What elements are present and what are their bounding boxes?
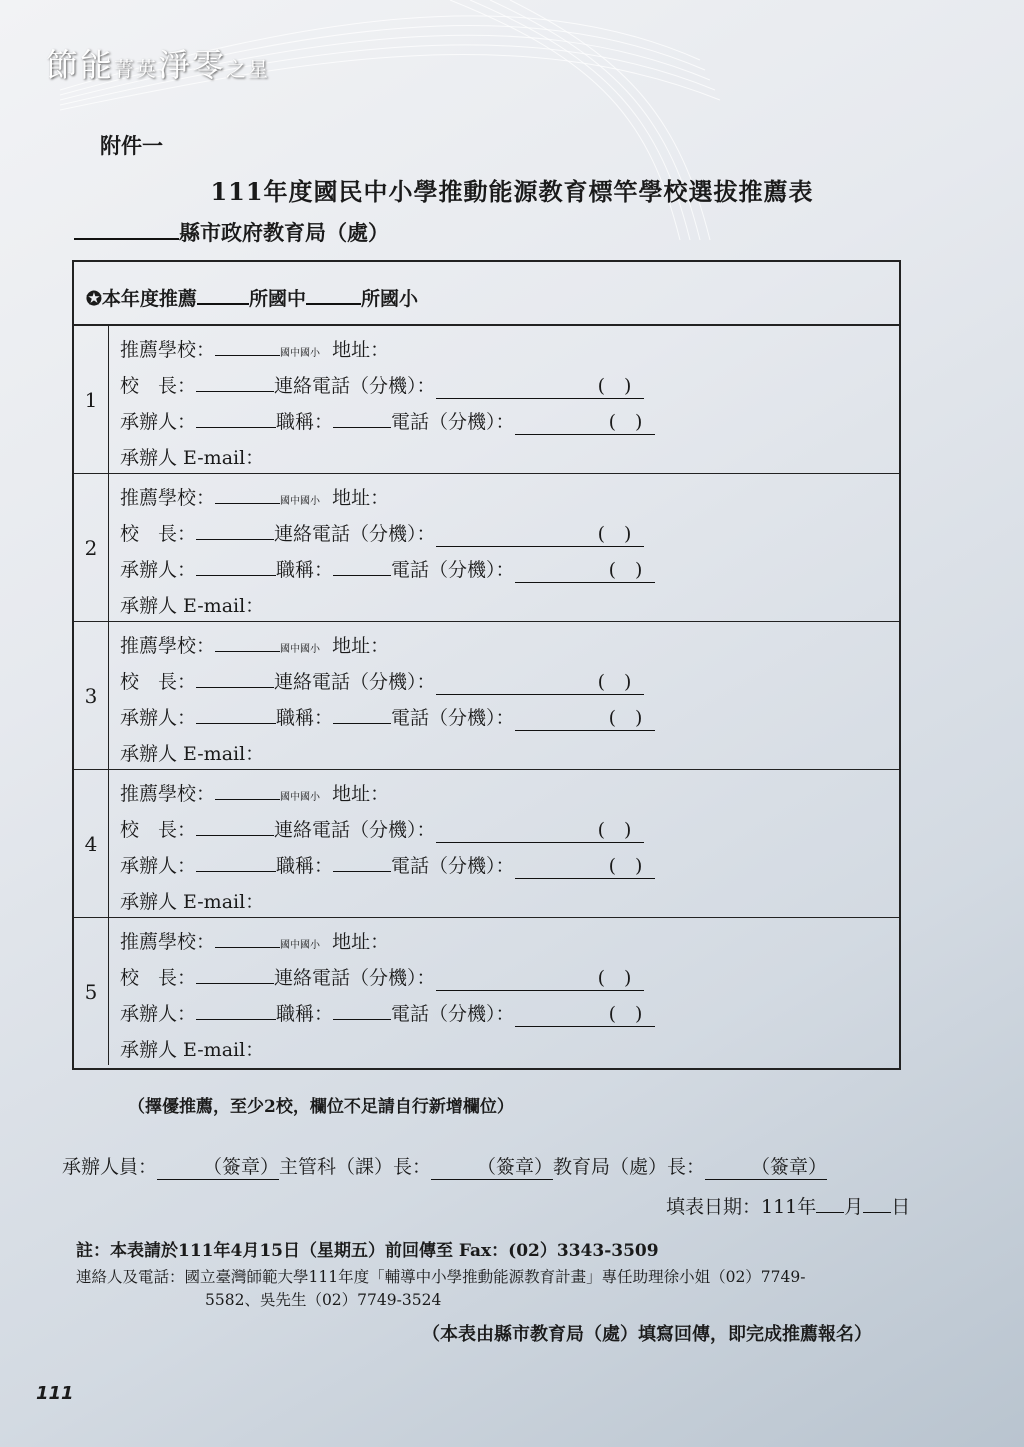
email-label: 承辦人 E-mail：	[120, 447, 265, 469]
address-label: 地址：	[332, 339, 390, 361]
contact-label: 承辦人：	[120, 411, 197, 433]
ext-parens: ( )	[597, 819, 632, 841]
contact-person-line	[120, 1002, 899, 1038]
school-name-field[interactable]	[215, 799, 280, 800]
page-title: 111年度國民中小學推動能源教育標竿學校選拔推薦表	[210, 177, 814, 206]
school-type-label: 國中國小	[280, 644, 321, 655]
final-note: （本表由縣市教育局（處）填寫回傳，即完成推薦報名）	[422, 1324, 872, 1345]
principal-label: 校 長：	[120, 523, 197, 545]
school-label: 推薦學校：	[120, 635, 216, 657]
deadline-note: 註：本表請於111年4月15日（星期五）前回傳至 Fax：(02）3343-3509	[76, 1241, 659, 1261]
month-field[interactable]	[816, 1212, 844, 1213]
contact-label: 承辦人：	[120, 707, 197, 729]
ext-parens: ( )	[597, 671, 632, 693]
school-name-field[interactable]	[215, 651, 280, 652]
principal-label: 校 長：	[120, 819, 197, 841]
principal-line	[120, 374, 899, 410]
logo-text-part3: 淨零	[158, 46, 227, 84]
attachment-label: 附件一	[100, 133, 163, 158]
contact-name-field[interactable]	[196, 427, 276, 428]
entry-number	[74, 326, 109, 473]
phone-ext-label: 連絡電話（分機）：	[274, 375, 436, 397]
junior-high-label: 所國中	[248, 288, 306, 310]
phone-label: 電話（分機）：	[391, 855, 515, 877]
address-label: 地址：	[332, 635, 390, 657]
school-line	[120, 634, 899, 670]
entry-number	[74, 622, 109, 769]
contact-name-field[interactable]	[196, 871, 276, 872]
day-field[interactable]	[863, 1212, 891, 1213]
ext-parens: ( )	[597, 967, 632, 989]
stamp-label: （簽章）	[751, 1156, 828, 1178]
job-title-field[interactable]	[333, 575, 391, 576]
phone-label: 電話（分機）：	[391, 411, 515, 433]
email-label: 承辦人 E-mail：	[120, 891, 265, 913]
phone-label: 電話（分機）：	[391, 707, 515, 729]
ext-parens: ( )	[608, 559, 643, 581]
month-label: 月	[844, 1196, 864, 1218]
school-entry-row	[74, 918, 899, 1065]
entry-number	[74, 918, 109, 1065]
school-type-label: 國中國小	[280, 792, 321, 803]
stamp-label: （簽章）	[203, 1156, 280, 1178]
school-label: 推薦學校：	[120, 931, 216, 953]
county-education-bureau-line	[74, 217, 389, 247]
entry-number-text: 4	[84, 831, 98, 856]
ext-parens: ( )	[608, 1003, 643, 1025]
contact-phone-field[interactable]	[515, 410, 655, 435]
entry-number-text: 5	[84, 979, 98, 1004]
staff-label: 承辦人員：	[62, 1156, 158, 1178]
contact-label: 承辦人：	[120, 855, 197, 877]
email-label: 承辦人 E-mail：	[120, 595, 265, 617]
entry-number-text: 1	[84, 387, 98, 412]
junior-high-count-blank[interactable]	[197, 285, 249, 305]
address-label: 地址：	[332, 487, 390, 509]
school-entry-row	[74, 474, 899, 622]
email-label: 承辦人 E-mail：	[120, 1039, 265, 1061]
header-logo-title	[46, 40, 270, 86]
entries-container	[74, 326, 899, 1065]
school-label: 推薦學校：	[120, 487, 216, 509]
ext-parens: ( )	[608, 707, 643, 729]
staff-signature-field[interactable]	[157, 1152, 279, 1180]
stamp-label: （簽章）	[477, 1156, 554, 1178]
school-line	[120, 486, 899, 522]
school-name-field[interactable]	[215, 355, 280, 356]
contact-phone-field[interactable]	[515, 558, 655, 583]
subtitle-text: 縣市政府教育局（處）	[179, 220, 389, 245]
ext-parens: ( )	[608, 855, 643, 877]
recommendation-table	[72, 260, 901, 1070]
principal-label: 校 長：	[120, 967, 197, 989]
school-type-label: 國中國小	[280, 348, 321, 359]
job-title-field[interactable]	[333, 1019, 391, 1020]
phone-ext-label: 連絡電話（分機）：	[274, 819, 436, 841]
logo-text-part4: 之星	[226, 57, 271, 81]
job-title-field[interactable]	[333, 723, 391, 724]
contact-person-line	[120, 558, 899, 594]
school-label: 推薦學校：	[120, 339, 216, 361]
principal-name-field[interactable]	[196, 391, 274, 392]
star-icon: ✪	[86, 288, 102, 310]
entry-number-text: 3	[84, 683, 98, 708]
entry-fields	[109, 770, 899, 917]
phone-label: 電話（分機）：	[391, 559, 515, 581]
job-title-label: 職稱：	[276, 411, 334, 433]
ext-parens: ( )	[597, 523, 632, 545]
fill-date-row	[666, 1192, 910, 1219]
job-title-label: 職稱：	[276, 855, 334, 877]
contact-name-field[interactable]	[196, 575, 276, 576]
school-line	[120, 782, 899, 818]
contact-label: 承辦人：	[120, 559, 197, 581]
entry-fields	[109, 918, 899, 1065]
entry-fields	[109, 474, 899, 621]
principal-line	[120, 670, 899, 706]
address-label: 地址：	[332, 931, 390, 953]
school-name-field[interactable]	[215, 503, 280, 504]
job-title-field[interactable]	[333, 427, 391, 428]
phone-label: 電話（分機）：	[391, 1003, 515, 1025]
entry-number	[74, 770, 109, 917]
phone-ext-label: 連絡電話（分機）：	[274, 967, 436, 989]
logo-text-part2: 菁英	[114, 57, 159, 81]
chief-label: 主管科（課）長：	[279, 1156, 432, 1178]
phone-ext-label: 連絡電話（分機）：	[274, 523, 436, 545]
contact-label: 承辦人：	[120, 1003, 197, 1025]
contact-info-line2: 5582、吳先生（02）7749-3524	[205, 1291, 442, 1309]
principal-name-field[interactable]	[196, 687, 274, 688]
page-number: 111	[36, 1383, 74, 1404]
principal-phone-field[interactable]	[436, 670, 644, 695]
entry-number	[74, 474, 109, 621]
school-line	[120, 338, 899, 374]
school-entry-row	[74, 326, 899, 474]
signature-row	[62, 1152, 827, 1180]
school-entry-row	[74, 770, 899, 918]
school-type-label: 國中國小	[280, 940, 321, 951]
table-header-row	[74, 262, 899, 326]
ext-parens: ( )	[608, 411, 643, 433]
job-title-field[interactable]	[333, 871, 391, 872]
school-entry-row	[74, 622, 899, 770]
director-label: 教育局（處）長：	[553, 1156, 706, 1178]
logo-text-part1: 節能	[46, 46, 115, 84]
phone-ext-label: 連絡電話（分機）：	[274, 671, 436, 693]
minimum-recommendation-note: （擇優推薦，至少2校，欄位不足請自行新增欄位）	[128, 1097, 514, 1117]
contact-info	[76, 1266, 956, 1312]
recommend-count-label: 本年度推薦	[101, 288, 197, 310]
chief-signature-field[interactable]	[431, 1152, 553, 1180]
address-label: 地址：	[332, 783, 390, 805]
director-signature-field[interactable]	[705, 1152, 827, 1180]
school-type-label: 國中國小	[280, 496, 321, 507]
elementary-label: 所國小	[360, 288, 418, 310]
entry-fields	[109, 326, 899, 473]
contact-person-line	[120, 854, 899, 890]
job-title-label: 職稱：	[276, 707, 334, 729]
principal-phone-field[interactable]	[436, 522, 644, 547]
day-label: 日	[891, 1196, 911, 1218]
ext-parens: ( )	[597, 375, 632, 397]
contact-phone-field[interactable]	[515, 706, 655, 731]
principal-name-field[interactable]	[196, 539, 274, 540]
elementary-count-blank[interactable]	[306, 285, 361, 305]
principal-phone-field[interactable]	[436, 374, 644, 399]
contact-name-field[interactable]	[196, 723, 276, 724]
contact-name-field[interactable]	[196, 1019, 276, 1020]
principal-line	[120, 966, 899, 1002]
date-label: 填表日期：111年	[666, 1196, 817, 1218]
principal-name-field[interactable]	[196, 983, 274, 984]
job-title-label: 職稱：	[276, 559, 334, 581]
contact-person-line	[120, 706, 899, 742]
entry-number-text: 2	[84, 535, 98, 560]
principal-name-field[interactable]	[196, 835, 274, 836]
school-name-field[interactable]	[215, 947, 280, 948]
job-title-label: 職稱：	[276, 1003, 334, 1025]
contact-phone-field[interactable]	[515, 1002, 655, 1027]
contact-person-line	[120, 410, 899, 446]
contact-phone-field[interactable]	[515, 854, 655, 879]
school-line	[120, 930, 899, 966]
entry-fields	[109, 622, 899, 769]
contact-info-line1: 連絡人及電話：國立臺灣師範大學111年度「輔導中小學推動能源教育計畫」專任助理徐小姐（02）7749-	[76, 1268, 806, 1286]
principal-label: 校 長：	[120, 671, 197, 693]
email-line	[120, 1038, 899, 1074]
county-blank[interactable]	[74, 220, 179, 240]
principal-line	[120, 818, 899, 854]
principal-line	[120, 522, 899, 558]
school-label: 推薦學校：	[120, 783, 216, 805]
principal-phone-field[interactable]	[436, 966, 644, 991]
email-label: 承辦人 E-mail：	[120, 743, 265, 765]
principal-phone-field[interactable]	[436, 818, 644, 843]
principal-label: 校 長：	[120, 375, 197, 397]
